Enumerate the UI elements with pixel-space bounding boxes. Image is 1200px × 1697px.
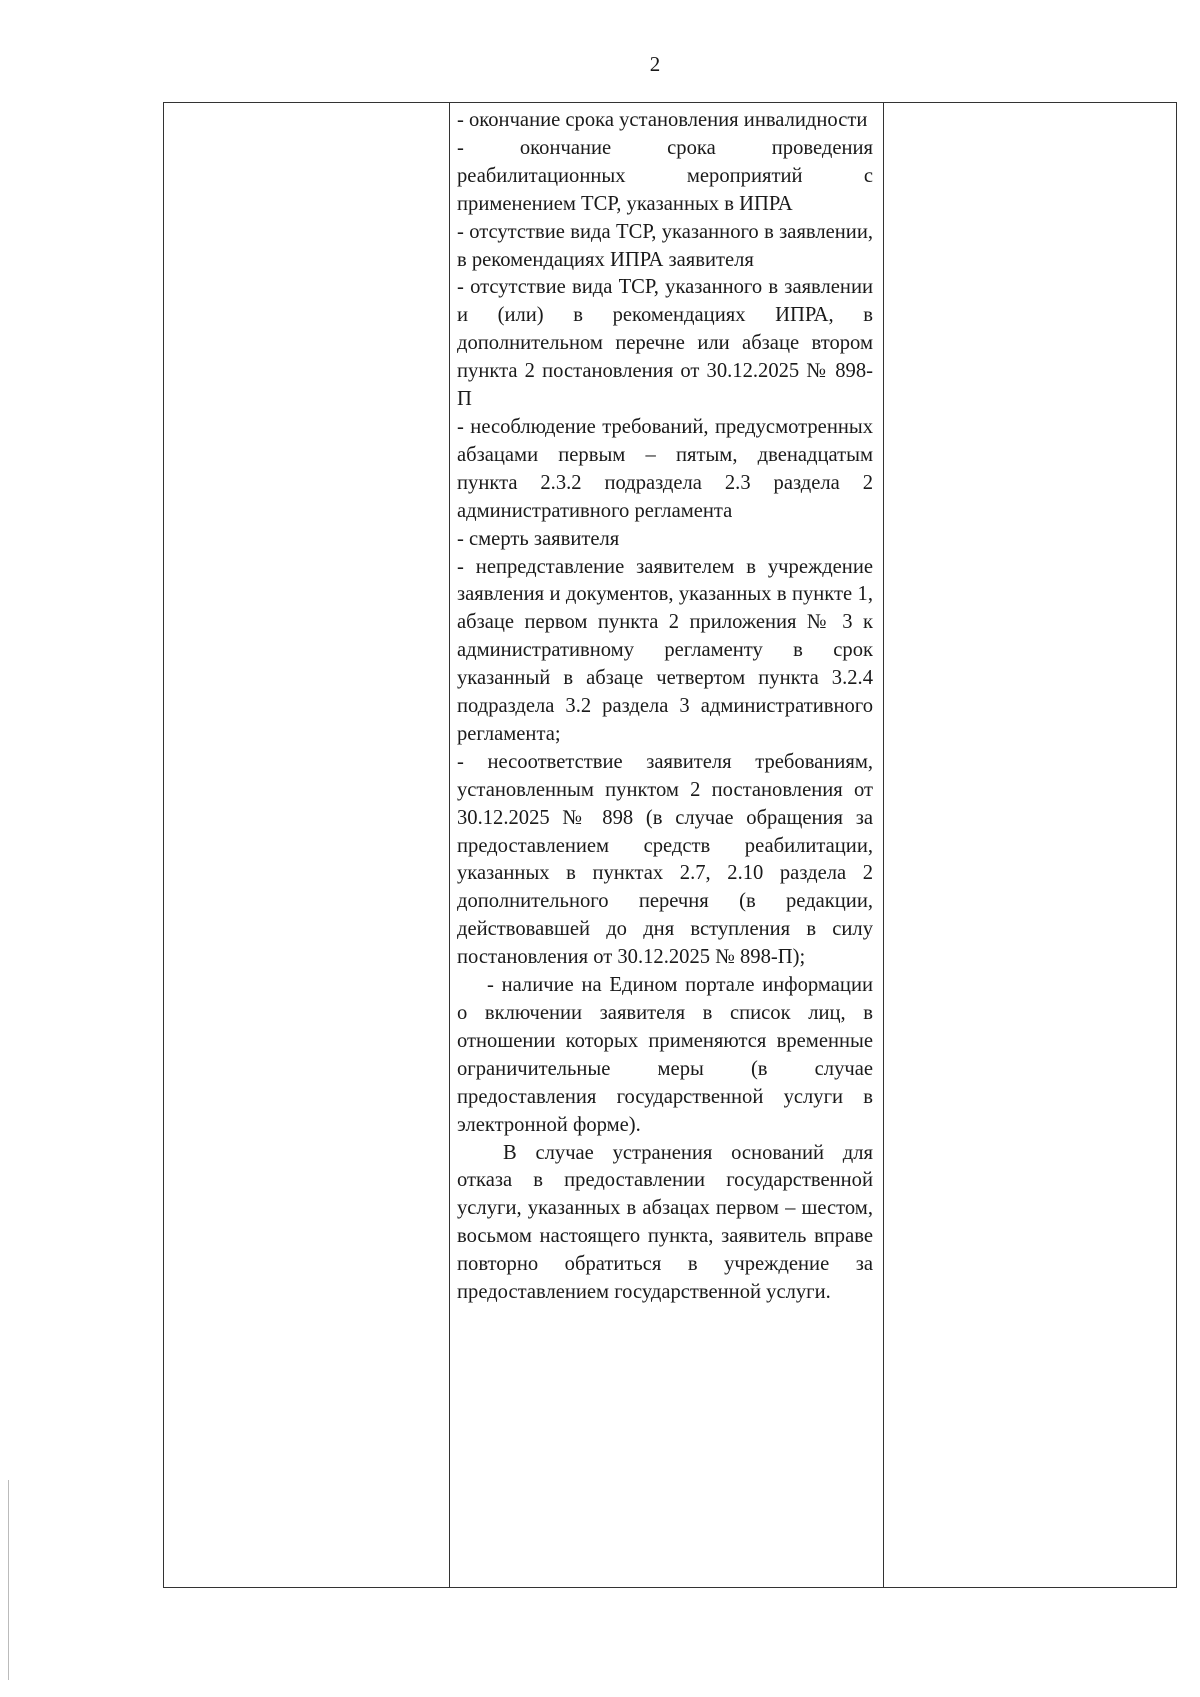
paragraph-reapplication: В случае устранения оснований для отказа в предоставлении государственной услуги, указанных в абзацах первом – шестом, восьмом настоящего пункта, заявитель вправе повторно обратиться в учреждение за предоставлением государственной услуги.	[457, 1141, 873, 1304]
paragraph-disability-term-end: - окончание срока установления инвалидности	[457, 109, 868, 131]
scan-margin-line	[8, 1480, 9, 1680]
page-number: 2	[649, 52, 661, 76]
paragraph-applicant-death: - смерть заявителя	[457, 527, 620, 550]
paragraph-applicant-nonconformity: - несоответствие заявителя требованиям, установленным пунктом 2 постановления от 30.12.2025 № 898 (в случае обращения за предоставлением средств реабилитации, указанных в пунктах 2.7, 2.10 раздела 2 дополнительного перечня (в редакции, действовавшей до дня вступления в силу постановления от 30.12.2025 № 898-П);	[457, 750, 873, 969]
paragraph-restrictive-measures: - наличие на Едином портале информации о включении заявителя в список лиц, в отношении которых применяются временные ограничительные меры (в случае предоставления государственной услуги в электронной форме).	[457, 974, 873, 1136]
paragraph-tsr-not-in-ipra: - отсутствие вида ТСР, указанного в заявлении, в рекомендациях ИПРА заявителя	[457, 220, 873, 271]
column-divider-right	[883, 103, 884, 1587]
column-divider-left	[449, 103, 450, 1587]
paragraph-documents-not-submitted: - непредставление заявителем в учреждение заявления и документов, указанных в пункте 1, абзаце первом пункта 2 приложения № 3 к административному регламенту в срок указанный в абзаце четвертом пункта 3.2.4 подраздела 3.2 раздела 3 административного регламента;	[457, 555, 873, 745]
paragraph-requirements-not-met: - несоблюдение требований, предусмотренных абзацами первым – пятым, двенадцатым пункта 2.3.2 подраздела 2.3 раздела 2 административного регламента	[457, 415, 873, 522]
table-cell-grounds-for-refusal	[457, 107, 873, 1307]
document-table	[163, 102, 1177, 1588]
paragraph-rehab-term-end: - окончание срока проведения реабилитационных мероприятий с применением ТСР, указанных в ИПРА	[457, 136, 873, 215]
paragraph-tsr-not-in-list: - отсутствие вида ТСР, указанного в заявлении и (или) в рекомендациях ИПРА, в дополнительном перечне или абзаце втором пункта 2 постановления от 30.12.2025 № 898-П	[457, 276, 873, 411]
